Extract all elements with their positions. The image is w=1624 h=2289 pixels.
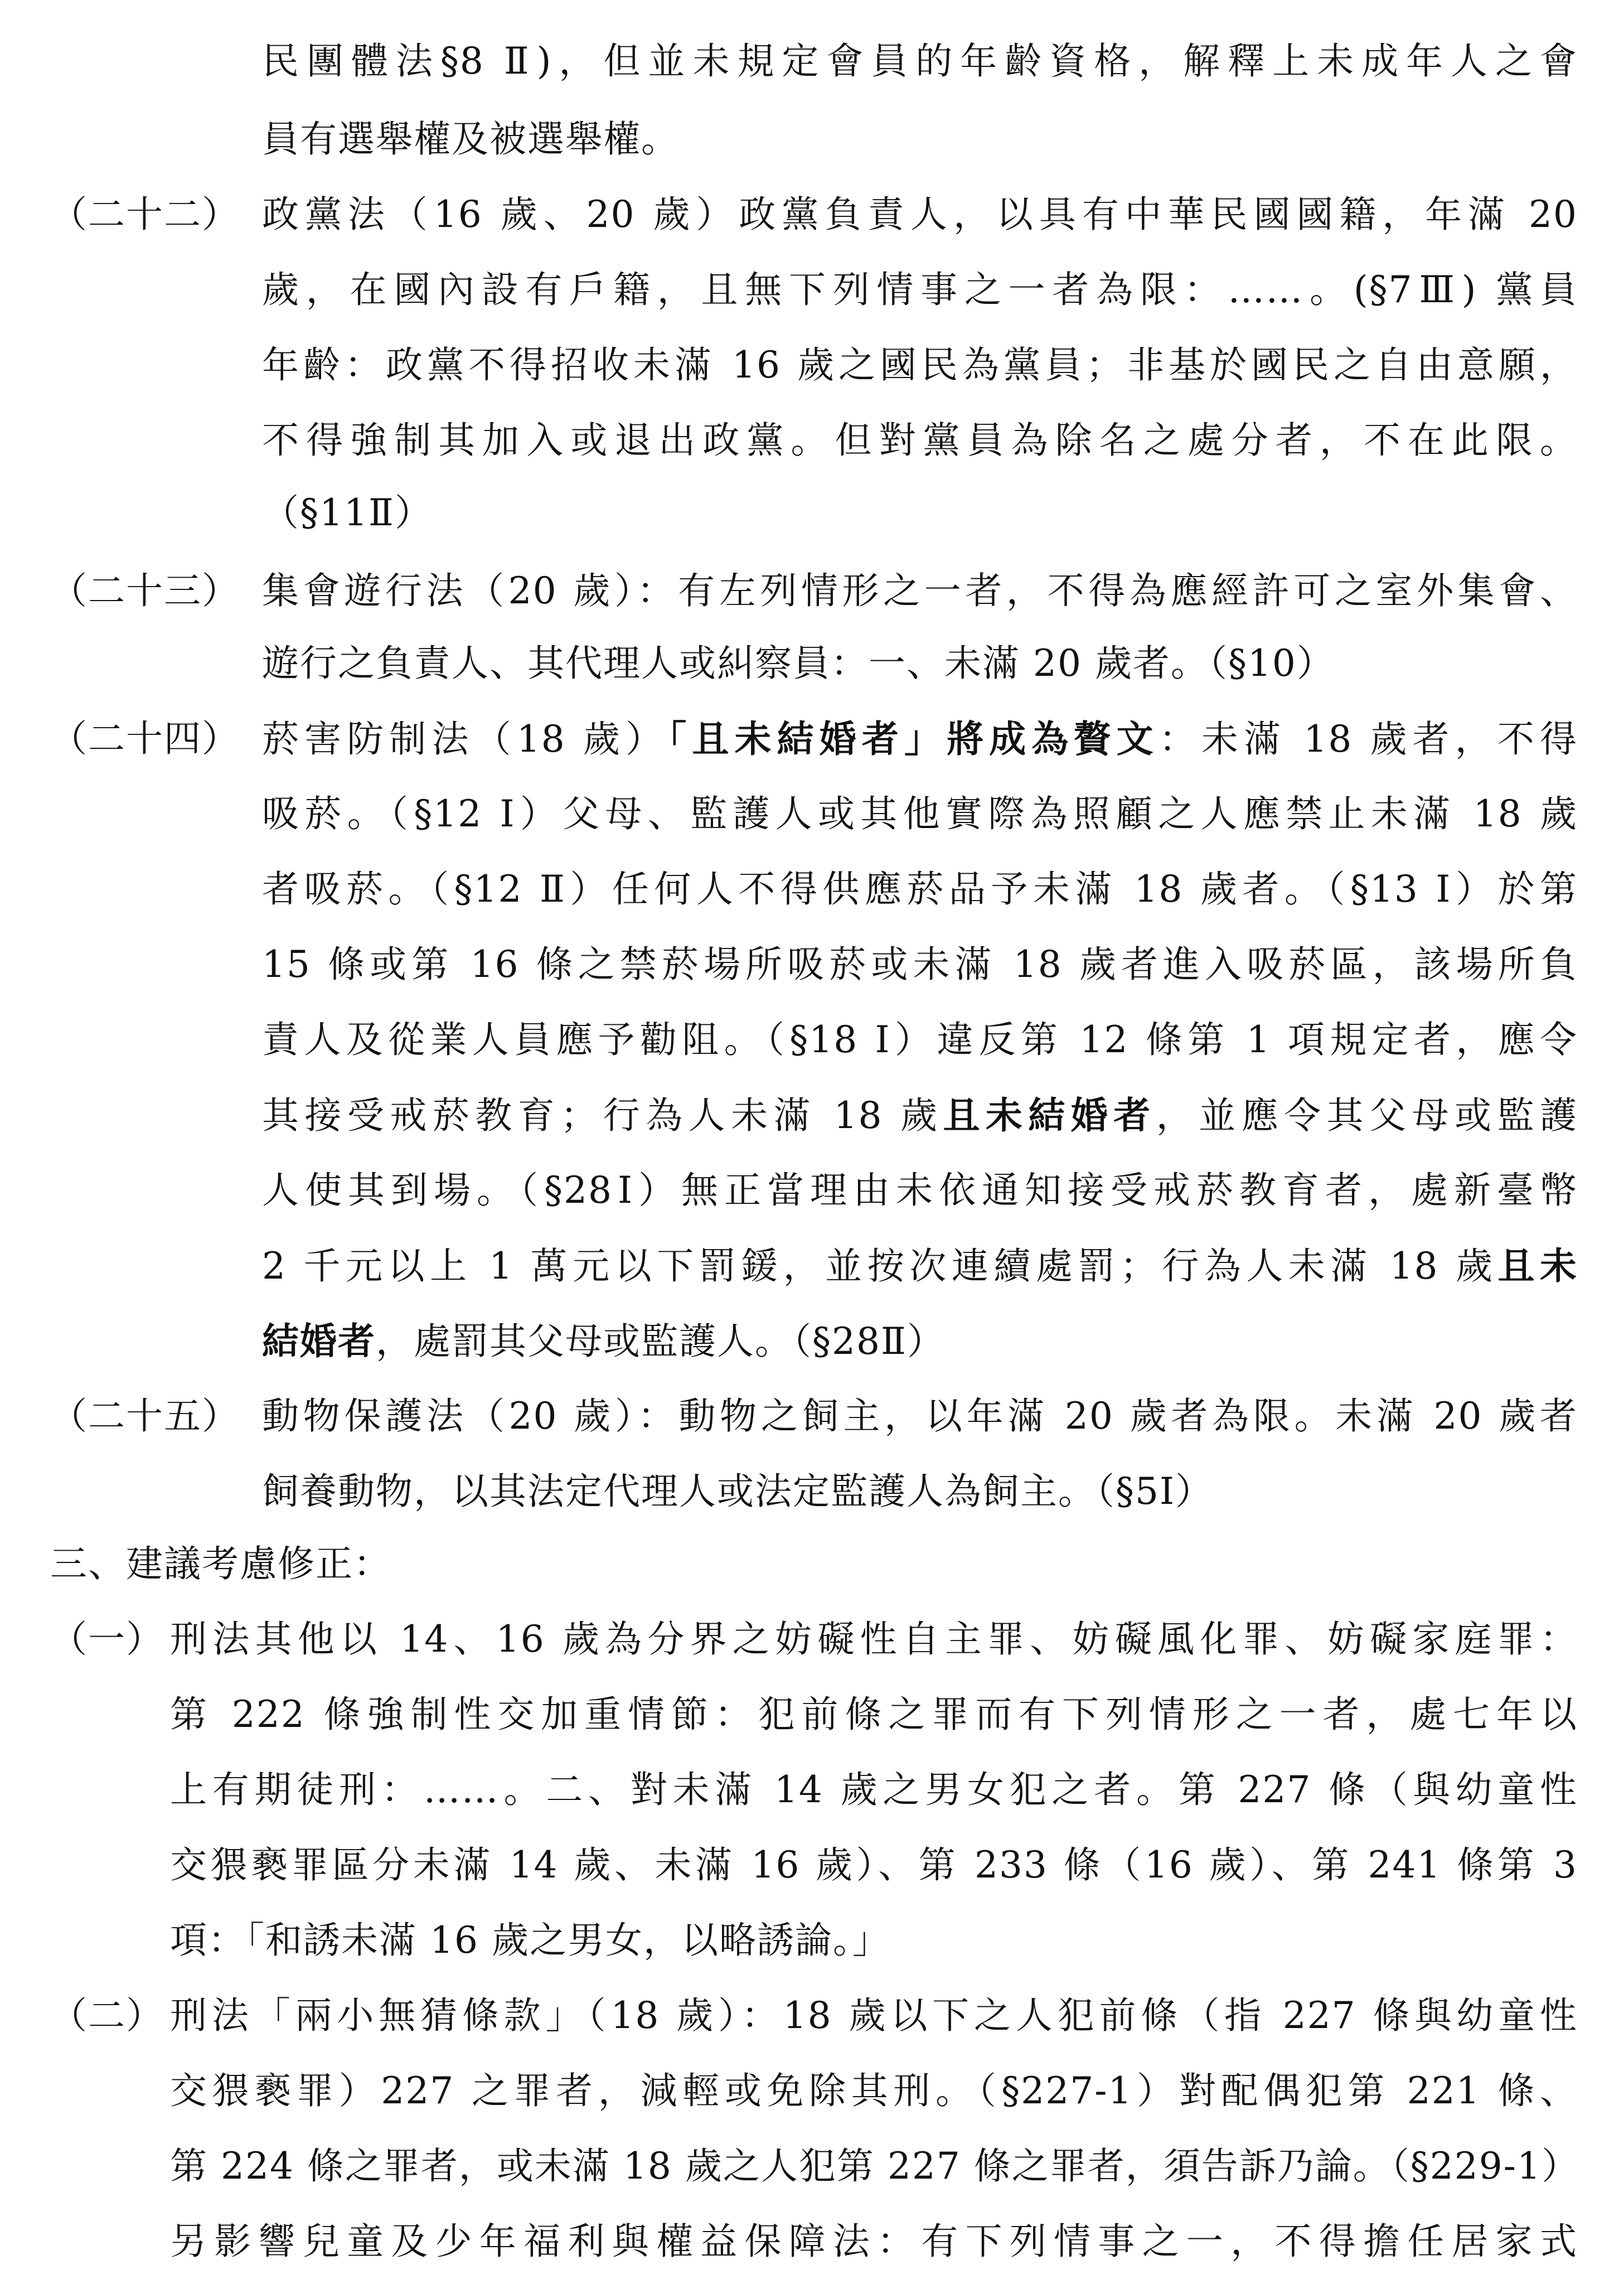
item-line-mixed xyxy=(262,1243,1578,1289)
suggestion-line: 刑法其他以 14、16 歲為分界之妨礙性自主罪、妨礙風化罪、妨礙家庭罪： xyxy=(170,1618,1578,1661)
item-line: 15 條或第 16 條之禁菸場所吸菸或未滿 18 歲者進入吸菸區，該場所負 xyxy=(262,943,1578,986)
suggestion-line: 另影響兒童及少年福利與權益保障法：有下列情事之一，不得擔任居家式 xyxy=(170,2220,1578,2263)
suggestion-line: 上有期徒刑：……。二、對未滿 14 歲之男女犯之者。第 227 條（與幼童性 xyxy=(170,1768,1578,1811)
text-run: 其接受戒菸教育；行為人未滿 18 歲 xyxy=(262,1094,943,1137)
item-line: 者吸菸。（§12 Ⅱ）任何人不得供應菸品予未滿 18 歲者。（§13 Ⅰ）於第 xyxy=(262,868,1578,911)
suggestion-line: 第 222 條強制性交加重情節：犯前條之罪而有下列情形之一者，處七年以 xyxy=(170,1693,1578,1736)
item-line: 遊行之負責人、其代理人或糾察員：一、未滿 20 歲者。（§10） xyxy=(262,642,1335,685)
item-marker: （二十二） xyxy=(50,193,240,236)
section-heading: 三、建議考慮修正： xyxy=(50,1542,391,1585)
bold-run: 結婚者 xyxy=(262,1319,376,1363)
item-line: 動物保護法（20 歲）：動物之飼主，以年滿 20 歲者為限。未滿 20 歲者 xyxy=(262,1395,1578,1438)
item-line: 責人及從業人員應予勸阻。（§18 Ⅰ）違反第 12 條第 1 項規定者，應令 xyxy=(262,1018,1578,1061)
text-run: ，並應令其父母或監護 xyxy=(1156,1094,1578,1137)
text-run: 2 千元以上 1 萬元以下罰鍰，並按次連續處罰；行為人未滿 18 歲 xyxy=(262,1245,1498,1288)
item-line: 集會遊行法（20 歲）：有左列情形之一者，不得為應經許可之室外集會、 xyxy=(262,569,1578,612)
text-run: 菸害防制法（18 歲） xyxy=(262,718,668,761)
item-line: 人使其到場。（§28Ⅰ）無正當理由未依通知接受戒菸教育者，處新臺幣 xyxy=(262,1169,1578,1212)
item-line: 年齡：政黨不得招收未滿 16 歲之國民為黨員；非基於國民之自由意願， xyxy=(262,343,1578,386)
suggestion-line: 交猥褻罪）227 之罪者，減輕或免除其刑。（§227-1）對配偶犯第 221 條、 xyxy=(170,2069,1578,2112)
suggestion-line: 項：「和誘未滿 16 歲之男女，以略誘論。」 xyxy=(170,1919,890,1962)
item-marker: （二十三） xyxy=(50,569,240,612)
text-run: ：未滿 18 歲者，不得 xyxy=(1158,718,1578,761)
suggestion-marker: （二） xyxy=(50,1994,164,2037)
bold-run: 且未 xyxy=(1497,1244,1578,1288)
item-line-mixed xyxy=(262,1319,945,1364)
suggestion-line: 交猥褻罪區分未滿 14 歲、未滿 16 歲）、第 233 條（16 歲）、第 241 條第 3 xyxy=(170,1843,1578,1886)
intro-line: 員有選舉權及被選舉權。 xyxy=(262,118,679,161)
bold-run: 且未結婚者 xyxy=(943,1093,1156,1137)
item-line: 飼養動物，以其法定代理人或法定監護人為飼主。（§5Ⅰ） xyxy=(262,1470,1214,1513)
item-line: （§11Ⅱ） xyxy=(262,491,433,534)
suggestion-marker: （一） xyxy=(50,1618,164,1661)
text-run: ，處罰其父母或監護人。（§28Ⅱ） xyxy=(376,1320,945,1363)
suggestion-line: 第 224 條之罪者，或未滿 18 歲之人犯第 227 條之罪者，須告訴乃論。（§229-1） xyxy=(170,2145,1580,2188)
bold-run: 「且未結婚者」將成為贅文 xyxy=(668,717,1159,761)
item-line-mixed xyxy=(262,1093,1578,1138)
intro-line: 民團體法§8 Ⅱ)，但並未規定會員的年齡資格，解釋上未成年人之會 xyxy=(262,40,1578,83)
item-line: 歲，在國內設有戶籍，且無下列情事之一者為限：……。(§7Ⅲ) 黨員 xyxy=(262,268,1578,311)
suggestion-line: 刑法「兩小無猜條款」（18 歲）：18 歲以下之人犯前條（指 227 條與幼童性 xyxy=(170,1994,1578,2037)
item-line: 政黨法（16 歲、20 歲）政黨負責人，以具有中華民國國籍，年滿 20 xyxy=(262,193,1578,236)
item-marker: （二十四） xyxy=(50,717,240,760)
item-marker: （二十五） xyxy=(50,1395,240,1438)
item-line: 吸菸。（§12 Ⅰ）父母、監護人或其他實際為照顧之人應禁止未滿 18 歲 xyxy=(262,792,1578,835)
item-line-mixed xyxy=(262,717,1578,762)
item-line: 不得強制其加入或退出政黨。但對黨員為除名之處分者，不在此限。 xyxy=(262,419,1578,462)
